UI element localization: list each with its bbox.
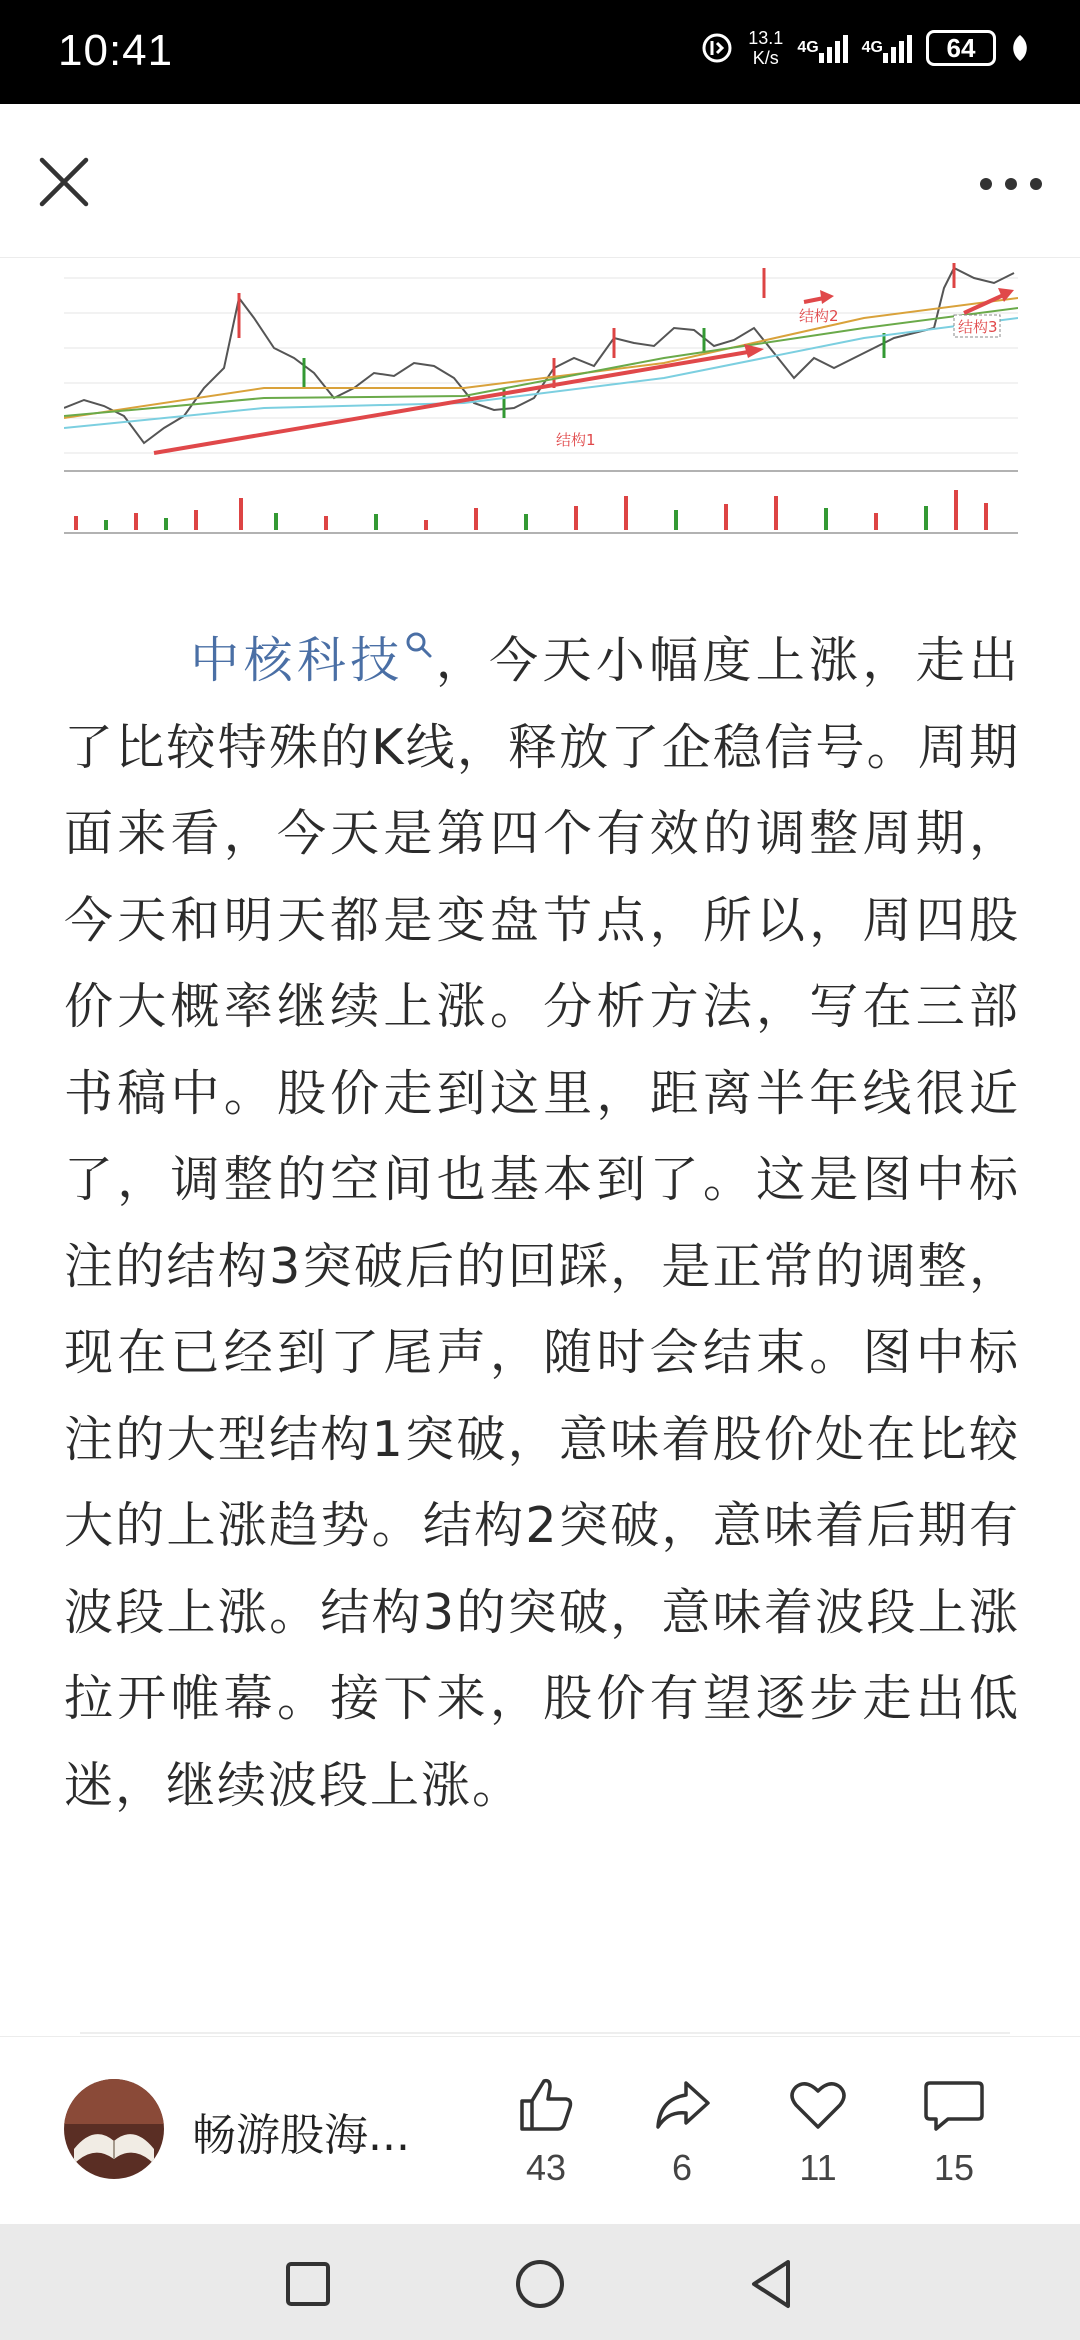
home-button[interactable] (510, 2254, 570, 2314)
network-type-1: 4G (797, 39, 819, 56)
article-body (64, 618, 1020, 1829)
data-saver-icon (700, 31, 734, 65)
signal-2 (862, 33, 912, 63)
chart-label-structure-2: 结构2 (799, 307, 839, 325)
status-icons (700, 28, 1030, 68)
comment-count: 15 (933, 2147, 975, 2188)
signal-bars-icon (819, 33, 848, 63)
share-icon (650, 2073, 714, 2137)
share-count: 6 (671, 2147, 693, 2188)
top-toolbar (0, 104, 1080, 258)
chart-label-structure-1: 结构1 (556, 431, 596, 449)
status-bar (0, 0, 1080, 104)
heart-icon (786, 2073, 850, 2137)
thumbs-up-icon (514, 2073, 578, 2137)
stock-link[interactable]: 中核科技 (188, 632, 404, 689)
speed-unit: K/s (752, 48, 779, 68)
chart-label-structure-3: 结构3 (958, 318, 998, 336)
square-icon (278, 2254, 338, 2314)
favorite-button[interactable] (768, 2073, 868, 2189)
leaf-icon (1010, 33, 1030, 63)
stock-chart-image[interactable] (64, 258, 1018, 538)
kline-chart (64, 258, 1018, 538)
status-time: 10:41 (58, 26, 174, 75)
network-speed (748, 28, 783, 68)
system-nav-bar (0, 2224, 1080, 2340)
more-button[interactable] (976, 164, 1046, 204)
back-button[interactable] (742, 2254, 802, 2314)
like-button[interactable] (496, 2073, 596, 2189)
share-button[interactable] (632, 2073, 732, 2189)
speed-value: 13.1 (748, 28, 784, 48)
comment-icon (922, 2073, 986, 2137)
close-button[interactable] (34, 152, 94, 212)
bottom-action-bar (0, 2036, 1080, 2224)
signal-bars-icon (883, 33, 912, 63)
close-icon (34, 152, 94, 212)
battery-indicator: 64 (926, 30, 996, 66)
divider (80, 2032, 1010, 2034)
like-count: 43 (525, 2147, 567, 2188)
avatar[interactable] (64, 2079, 164, 2179)
favorite-count: 11 (799, 2147, 837, 2188)
more-dot (1030, 178, 1042, 190)
author-name[interactable]: 畅游股海... (192, 2110, 410, 2161)
triangle-back-icon (742, 2254, 802, 2314)
article-text: ，今天小幅度上涨，走出了比较特殊的K线，释放了企稳信号。周期面来看，今天是第四个有效的调整周期，今天和明天都是变盘节点，所以，周四股价大概率继续上涨。分析方法，写在三部书稿中。股价走到这里，距离半年线很近了，调整的空间也基本到了。这是图中标注的结构3突破后的回踩，是正常的调整，现在已经到了尾声，随时会结束。图中标注的大型结构1突破，意味着股价处在比较大的上涨趋势。结构2突破，意味着后期有波段上涨。结构3的突破，意味着波段上涨拉开帷幕。接下来，股价有望逐步走出低迷，继续波段上涨。 (64, 632, 1020, 1814)
recent-apps-button[interactable] (278, 2254, 338, 2314)
comment-button[interactable] (904, 2073, 1004, 2189)
more-dot (980, 178, 992, 190)
more-dot (1005, 178, 1017, 190)
signal-1 (797, 33, 847, 63)
network-type-2: 4G (861, 39, 883, 56)
circle-icon (510, 2254, 570, 2314)
search-icon[interactable] (404, 630, 434, 660)
book-avatar-icon (64, 2079, 164, 2179)
